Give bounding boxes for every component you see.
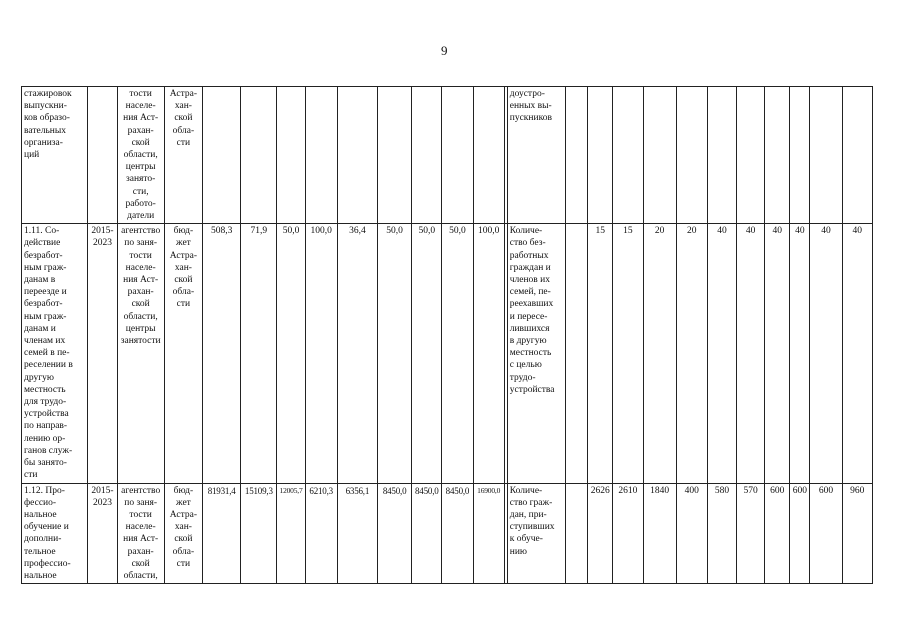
finance-2017-cell: 6210,3 (305, 483, 337, 584)
finance-2015-cell (241, 87, 277, 224)
finance-2018-cell (337, 87, 377, 224)
period-cell: 2015- 2023 (88, 483, 117, 584)
finance-2015-cell: 71,9 (241, 224, 277, 483)
program-table (21, 86, 873, 584)
finance-2019-cell: 50,0 (378, 224, 412, 483)
finance-2017-cell (305, 87, 337, 224)
executor-cell: агентство по заня- тости населе- ния Аст- рахан- ской области, (117, 483, 164, 584)
target-cell: 570 (737, 483, 765, 584)
measure-name-cell: 1.12. Про- фессио- нальное обучение и дополни- тельное профессио- нальное (22, 483, 88, 584)
target-cell: 40 (707, 224, 736, 483)
target-cell: 400 (676, 483, 707, 584)
finance-2021-cell: 50,0 (442, 224, 473, 483)
finance-2017-cell: 100,0 (305, 224, 337, 483)
target-cell: 580 (707, 483, 736, 584)
finance-total-cell: 81931,4 (203, 483, 241, 584)
table-row (22, 224, 873, 483)
table-row (22, 87, 873, 224)
target-cell: 1840 (643, 483, 676, 584)
finance-2022-cell (473, 87, 504, 224)
target-cell: 600 (765, 483, 790, 584)
target-cell (566, 483, 588, 584)
target-cell (737, 87, 765, 224)
measure-name-cell: стажировок выпускни- ков образо- вательных организа- ций (22, 87, 88, 224)
funding-source-cell: бюд- жет Астра- хан- ской обла- сти (164, 224, 202, 483)
finance-total-cell: 508,3 (203, 224, 241, 483)
target-cell (707, 87, 736, 224)
target-cell (790, 87, 810, 224)
target-cell: 40 (810, 224, 842, 483)
target-cell: 20 (643, 224, 676, 483)
target-cell: 15 (613, 224, 643, 483)
finance-2020-cell (412, 87, 442, 224)
target-cell: 2610 (613, 483, 643, 584)
target-cell (765, 87, 790, 224)
target-cell: 40 (842, 224, 872, 483)
period-cell: 2015- 2023 (88, 224, 117, 483)
target-cell (810, 87, 842, 224)
indicator-cell: Количе- ство без- работных граждан и членов их семей, пе- реехавших и пересе- лившихся в другую местность с целью трудо- устройства (507, 224, 565, 483)
finance-2019-cell (378, 87, 412, 224)
target-cell (566, 87, 588, 224)
target-cell (842, 87, 872, 224)
period-cell (88, 87, 117, 224)
page-number: 9 (441, 43, 448, 58)
target-cell: 600 (790, 483, 810, 584)
target-cell (613, 87, 643, 224)
indicator-cell: доустро- енных вы- пускников (507, 87, 565, 224)
target-cell (676, 87, 707, 224)
finance-2015-cell: 15109,3 (241, 483, 277, 584)
finance-2016-cell: 12005,7 (277, 483, 305, 584)
indicator-cell: Количе- ство граж- дан, при- ступивших к обуче- нию (507, 483, 565, 584)
executor-cell: агентство по заня- тости населе- ния Аст- рахан- ской области, центры занятости (117, 224, 164, 483)
finance-2021-cell: 8450,0 (442, 483, 473, 584)
target-cell: 15 (588, 224, 613, 483)
finance-2022-cell: 100,0 (473, 224, 504, 483)
measure-name-cell: 1.11. Со- действие безработ- ным граж- данам в переезде и безработ- ным граж- данам и членам их семей в пе- реселении в другую местность для трудо- устройства по направ- лению ор- ганов служ- бы занято- сти (22, 224, 88, 483)
executor-cell: тости населе- ния Аст- рахан- ской области, центры занято- сти, работо- датели (117, 87, 164, 224)
target-cell: 20 (676, 224, 707, 483)
target-cell (643, 87, 676, 224)
finance-2021-cell (442, 87, 473, 224)
target-cell: 960 (842, 483, 872, 584)
finance-2018-cell: 6356,1 (337, 483, 377, 584)
target-cell (588, 87, 613, 224)
finance-2016-cell: 50,0 (277, 224, 305, 483)
funding-source-cell: бюд- жет Астра- хан- ской обла- сти (164, 483, 202, 584)
target-cell: 40 (737, 224, 765, 483)
table-row (22, 483, 873, 584)
finance-2020-cell: 50,0 (412, 224, 442, 483)
target-cell: 600 (810, 483, 842, 584)
funding-source-cell: Астра- хан- ской обла- сти (164, 87, 202, 224)
finance-2018-cell: 36,4 (337, 224, 377, 483)
target-cell: 40 (790, 224, 810, 483)
target-cell: 2626 (588, 483, 613, 584)
finance-2020-cell: 8450,0 (412, 483, 442, 584)
target-cell: 40 (765, 224, 790, 483)
target-cell (566, 224, 588, 483)
finance-2022-cell: 16900,0 (473, 483, 504, 584)
finance-total-cell (203, 87, 241, 224)
finance-2016-cell (277, 87, 305, 224)
finance-2019-cell: 8450,0 (378, 483, 412, 584)
